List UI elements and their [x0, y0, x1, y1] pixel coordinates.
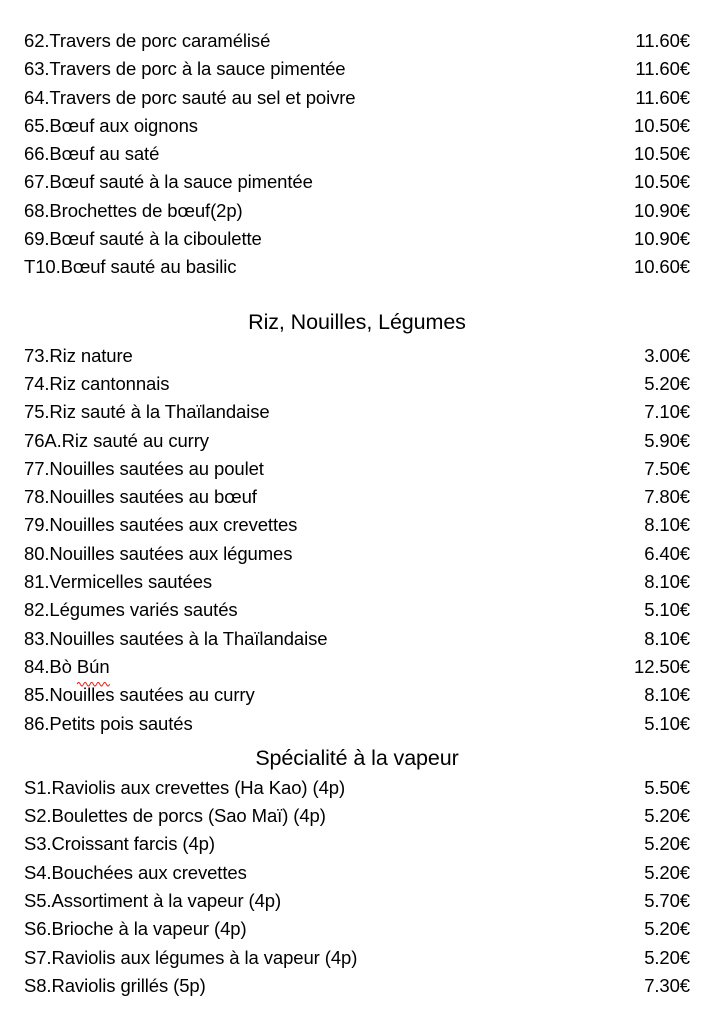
menu-item-name: S7.Raviolis aux légumes à la vapeur (4p)	[24, 946, 358, 968]
menu-item-name: 68.Brochettes de bœuf(2p)	[24, 199, 243, 221]
menu-item-name: 76A.Riz sauté au curry	[24, 429, 209, 451]
menu-item-name: 63.Travers de porc à la sauce pimentée	[24, 58, 346, 80]
menu-item-row	[24, 568, 690, 596]
menu-item-row	[24, 27, 690, 55]
menu-item-price: 11.60€	[635, 30, 690, 51]
menu-item-price: 11.60€	[635, 58, 690, 80]
menu-item-name: S5.Assortiment à la vapeur (4p)	[24, 890, 282, 912]
menu-item-price: 10.50€	[634, 143, 690, 165]
menu-item-name: 66.Bœuf au saté	[24, 143, 160, 165]
menu-item-price: 5.20€	[644, 833, 690, 855]
menu-item-row	[24, 253, 690, 281]
menu-item-price: 11.60€	[635, 86, 690, 108]
menu-item-name	[24, 653, 110, 681]
menu-item-price: 5.70€	[644, 890, 690, 912]
menu-item-price: 10.90€	[634, 228, 690, 250]
menu-item-row	[24, 398, 690, 426]
menu-item-price: 5.90€	[644, 429, 690, 451]
menu-item-price: 10.50€	[634, 171, 690, 193]
menu-item-price: 5.20€	[644, 918, 690, 940]
menu-item-row	[24, 625, 690, 653]
menu-item-name: 78.Nouilles sautées au bœuf	[24, 486, 257, 508]
menu-item-price: 5.50€	[644, 776, 690, 798]
menu-item-row	[24, 370, 690, 398]
menu-item-name-prefix: 84.Bò	[24, 655, 77, 677]
menu-item-price: 5.20€	[644, 946, 690, 968]
section-heading: Spécialité à la vapeur	[255, 745, 459, 770]
menu-item-row	[24, 55, 690, 83]
menu-item-row	[24, 540, 690, 568]
menu-item-row	[24, 972, 690, 1000]
menu-item-name: 86.Petits pois sautés	[24, 712, 193, 734]
menu-item-price: 8.10€	[644, 514, 690, 536]
menu-item-name: S8.Raviolis grillés (5p)	[24, 974, 206, 996]
menu-item-price: 10.60€	[634, 256, 690, 278]
menu-item-name: 79.Nouilles sautées aux crevettes	[24, 514, 298, 536]
menu-item-row	[24, 140, 690, 168]
menu-item-row	[24, 197, 690, 225]
menu-item-row	[24, 483, 690, 511]
menu-item-price: 5.20€	[644, 861, 690, 883]
menu-item-name: 69.Bœuf sauté à la ciboulette	[24, 228, 262, 250]
menu-item-name: S2.Boulettes de porcs (Sao Maï) (4p)	[24, 805, 326, 827]
menu-item-name: T10.Bœuf sauté au basilic	[24, 256, 237, 278]
menu-item-row	[24, 710, 690, 738]
menu-item-name: 65.Bœuf aux oignons	[24, 114, 198, 136]
menu-item-name-word: Bún	[76, 655, 110, 677]
menu-item-price: 8.10€	[644, 571, 690, 593]
menu-item-price: 5.10€	[644, 712, 690, 734]
menu-item-name: 80.Nouilles sautées aux légumes	[24, 542, 293, 564]
menu-item-price: 5.20€	[644, 372, 690, 394]
menu-item-row	[24, 653, 690, 681]
menu-item-row	[24, 596, 690, 624]
menu-item-row	[24, 915, 690, 943]
menu-item-price: 5.10€	[644, 599, 690, 621]
menu-item-row	[24, 859, 690, 887]
menu-item-row	[24, 112, 690, 140]
menu-item-name: S3.Croissant farcis (4p)	[24, 833, 215, 855]
menu-item-name: 74.Riz cantonnais	[24, 372, 170, 394]
menu-item-row	[24, 342, 690, 370]
menu-item-name: 62.Travers de porc caramélisé	[24, 30, 271, 51]
menu-item-price: 12.50€	[634, 655, 690, 677]
menu-item-price: 8.10€	[644, 627, 690, 649]
menu-item-name: S6.Brioche à la vapeur (4p)	[24, 918, 247, 940]
menu-item-name: 77.Nouilles sautées au poulet	[24, 457, 264, 479]
menu-item-price: 7.30€	[644, 974, 690, 996]
spellcheck-squiggle-icon	[77, 680, 110, 686]
menu-item-name: 73.Riz nature	[24, 344, 133, 366]
menu-item-price: 6.40€	[644, 542, 690, 564]
menu-item-name: 82.Légumes variés sautés	[24, 599, 238, 621]
menu-item-row	[24, 681, 690, 709]
menu-item-row	[24, 887, 690, 915]
menu-item-row	[24, 944, 690, 972]
menu-item-name: 81.Vermicelles sautées	[24, 571, 213, 593]
menu-item-name: 64.Travers de porc sauté au sel et poivre	[24, 86, 356, 108]
menu-item-row	[24, 455, 690, 483]
menu-item-name: S4.Bouchées aux crevettes	[24, 861, 247, 883]
menu-item-row	[24, 168, 690, 196]
menu-item-row	[24, 830, 690, 858]
menu-item-row	[24, 84, 690, 112]
menu-item-price: 10.50€	[634, 114, 690, 136]
spellcheck-misspelled-word	[77, 653, 110, 681]
section-heading: Riz, Nouilles, Légumes	[248, 309, 466, 334]
menu-item-name: 67.Bœuf sauté à la sauce pimentée	[24, 171, 313, 193]
menu-item-name: S1.Raviolis aux crevettes (Ha Kao) (4p)	[24, 776, 346, 798]
menu-item-price: 5.20€	[644, 805, 690, 827]
menu-item-price: 7.80€	[644, 486, 690, 508]
menu-item-price: 7.10€	[644, 401, 690, 423]
menu-item-name: 85.Nouilles sautées au curry	[24, 684, 255, 706]
menu-item-name: 75.Riz sauté à la Thaïlandaise	[24, 401, 270, 423]
menu-item-price: 10.90€	[634, 199, 690, 221]
menu-item-row	[24, 511, 690, 539]
menu-item-row	[24, 774, 690, 802]
menu-item-row	[24, 427, 690, 455]
menu-item-price: 8.10€	[644, 684, 690, 706]
menu-item-price: 7.50€	[644, 457, 690, 479]
menu-item-row	[24, 802, 690, 830]
menu-item-name: 83.Nouilles sautées à la Thaïlandaise	[24, 627, 328, 649]
menu-item-row	[24, 225, 690, 253]
menu-item-price: 3.00€	[644, 344, 690, 366]
